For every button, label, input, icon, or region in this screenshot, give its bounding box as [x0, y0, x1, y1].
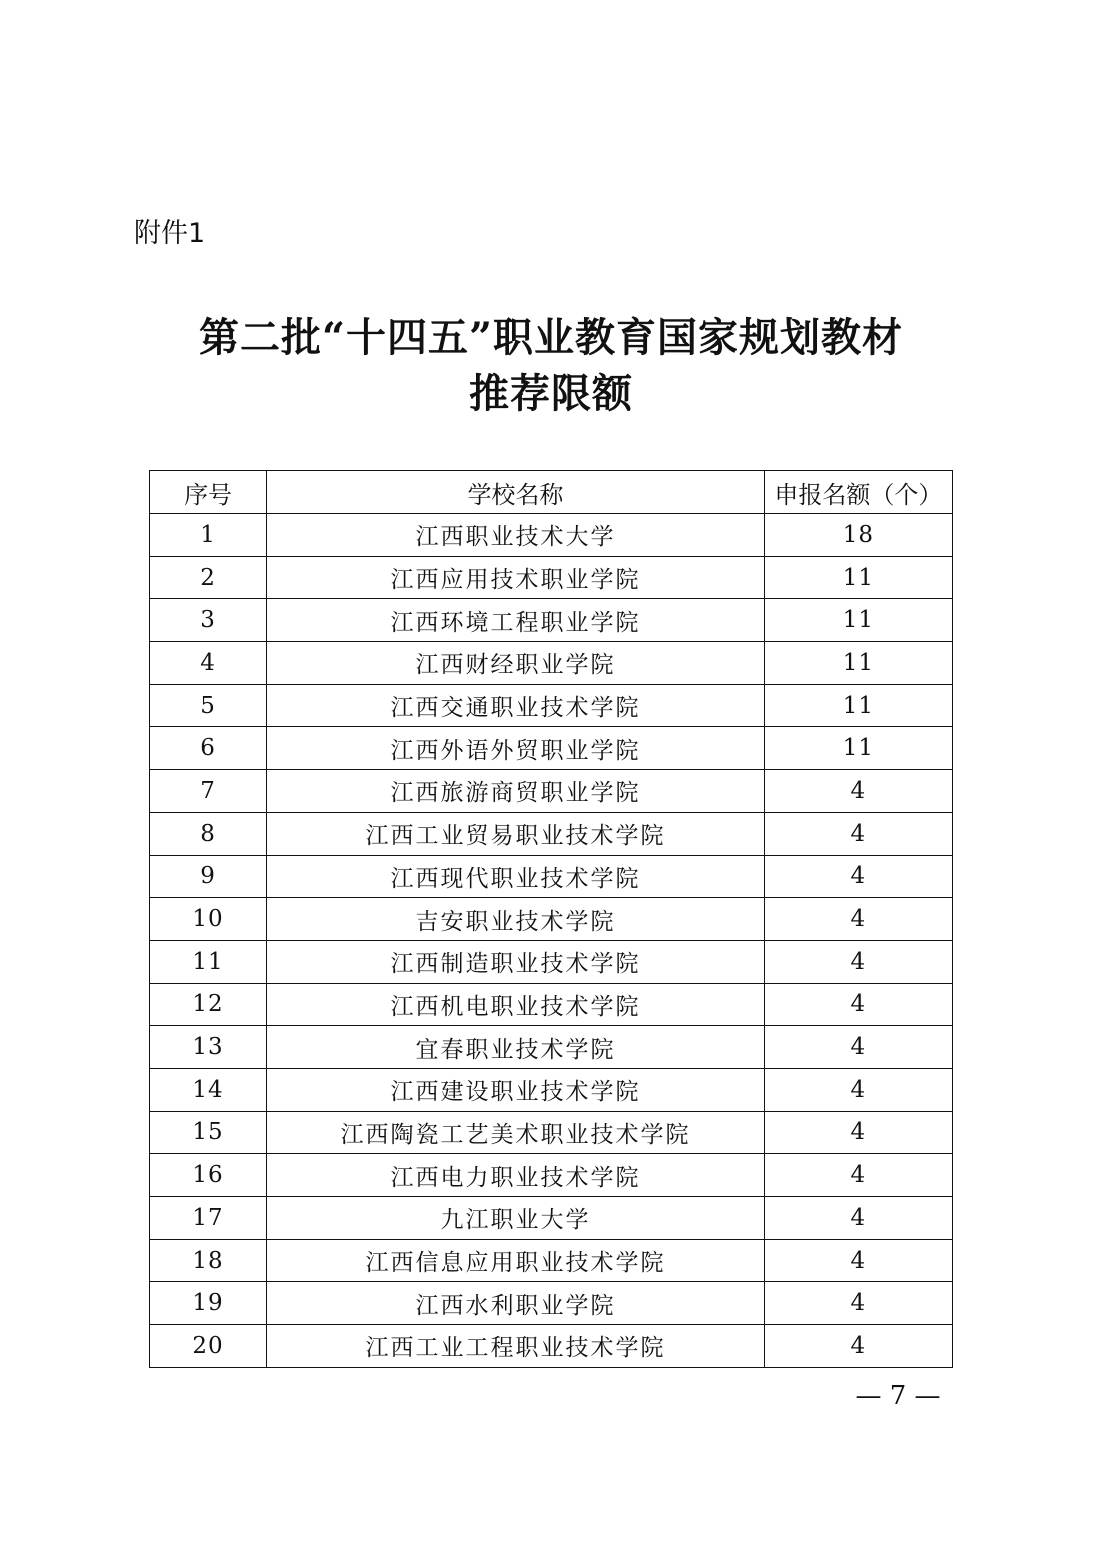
row-quota-cell: 4 [764, 1325, 952, 1368]
table-row [150, 514, 953, 557]
row-school-name-cell: 江西工业贸易职业技术学院 [267, 812, 765, 855]
row-quota-cell: 11 [764, 556, 952, 599]
row-quota-cell: 4 [764, 1068, 952, 1111]
quota-table [149, 470, 953, 1368]
row-school-name-cell: 江西旅游商贸职业学院 [267, 770, 765, 813]
table-row [150, 1111, 953, 1154]
row-quota-cell: 11 [764, 642, 952, 685]
row-school-name-cell: 江西财经职业学院 [267, 642, 765, 685]
row-seq-cell: 17 [150, 1197, 267, 1240]
row-seq-cell: 6 [150, 727, 267, 770]
row-quota-cell: 11 [764, 727, 952, 770]
row-seq-cell: 3 [150, 599, 267, 642]
row-quota-cell: 4 [764, 770, 952, 813]
row-school-name-cell: 江西水利职业学院 [267, 1282, 765, 1325]
row-seq-cell: 10 [150, 898, 267, 941]
row-quota-cell: 4 [764, 1239, 952, 1282]
row-seq-cell: 18 [150, 1239, 267, 1282]
table-row [150, 556, 953, 599]
row-seq-cell: 11 [150, 940, 267, 983]
page-number: — 7 — [855, 1381, 941, 1411]
row-school-name-cell: 江西外语外贸职业学院 [267, 727, 765, 770]
row-seq-cell: 13 [150, 1026, 267, 1069]
table-row [150, 855, 953, 898]
table-row [150, 770, 953, 813]
table-row [150, 1239, 953, 1282]
table-header-row [150, 471, 953, 514]
row-school-name-cell: 九江职业大学 [267, 1197, 765, 1240]
row-school-name-cell: 江西电力职业技术学院 [267, 1154, 765, 1197]
row-quota-cell: 4 [764, 1026, 952, 1069]
row-quota-cell: 4 [764, 812, 952, 855]
row-quota-cell: 11 [764, 599, 952, 642]
row-seq-cell: 16 [150, 1154, 267, 1197]
row-quota-cell: 4 [764, 1111, 952, 1154]
table-row [150, 812, 953, 855]
row-quota-cell: 4 [764, 855, 952, 898]
row-school-name-cell: 江西制造职业技术学院 [267, 940, 765, 983]
row-seq-cell: 7 [150, 770, 267, 813]
row-quota-cell: 4 [764, 1154, 952, 1197]
table-row [150, 727, 953, 770]
row-seq-cell: 15 [150, 1111, 267, 1154]
table-row [150, 1026, 953, 1069]
table-row [150, 898, 953, 941]
row-school-name-cell: 江西工业工程职业技术学院 [267, 1325, 765, 1368]
table-row [150, 642, 953, 685]
row-seq-cell: 19 [150, 1282, 267, 1325]
row-seq-cell: 12 [150, 983, 267, 1026]
row-school-name-cell: 江西职业技术大学 [267, 514, 765, 557]
table-row [150, 1325, 953, 1368]
row-seq-cell: 1 [150, 514, 267, 557]
document-title [0, 310, 1102, 422]
row-school-name-cell: 宜春职业技术学院 [267, 1026, 765, 1069]
row-seq-cell: 20 [150, 1325, 267, 1368]
row-school-name-cell: 江西环境工程职业学院 [267, 599, 765, 642]
row-quota-cell: 4 [764, 983, 952, 1026]
row-quota-cell: 4 [764, 1197, 952, 1240]
row-school-name-cell: 江西交通职业技术学院 [267, 684, 765, 727]
header-seq: 序号 [150, 471, 267, 514]
table-row [150, 1154, 953, 1197]
row-quota-cell: 4 [764, 940, 952, 983]
table-row [150, 1197, 953, 1240]
row-school-name-cell: 江西陶瓷工艺美术职业技术学院 [267, 1111, 765, 1154]
header-school-name: 学校名称 [267, 471, 765, 514]
table-row [150, 1282, 953, 1325]
row-school-name-cell: 江西应用技术职业学院 [267, 556, 765, 599]
row-seq-cell: 9 [150, 855, 267, 898]
row-quota-cell: 11 [764, 684, 952, 727]
row-school-name-cell: 江西机电职业技术学院 [267, 983, 765, 1026]
row-school-name-cell: 江西现代职业技术学院 [267, 855, 765, 898]
row-quota-cell: 18 [764, 514, 952, 557]
row-school-name-cell: 吉安职业技术学院 [267, 898, 765, 941]
document-title-line-2: 推荐限额 [469, 370, 633, 417]
row-seq-cell: 8 [150, 812, 267, 855]
row-school-name-cell: 江西信息应用职业技术学院 [267, 1239, 765, 1282]
table-row [150, 684, 953, 727]
table-row [150, 983, 953, 1026]
attachment-label: 附件1 [134, 218, 206, 249]
table-row [150, 599, 953, 642]
row-school-name-cell: 江西建设职业技术学院 [267, 1068, 765, 1111]
table-row [150, 940, 953, 983]
row-seq-cell: 4 [150, 642, 267, 685]
header-quota: 申报名额（个） [764, 471, 952, 514]
row-seq-cell: 14 [150, 1068, 267, 1111]
table-body [150, 514, 953, 1368]
row-quota-cell: 4 [764, 898, 952, 941]
row-quota-cell: 4 [764, 1282, 952, 1325]
table-row [150, 1068, 953, 1111]
row-seq-cell: 5 [150, 684, 267, 727]
document-title-line-1: 第二批“十四五”职业教育国家规划教材 [198, 314, 903, 361]
row-seq-cell: 2 [150, 556, 267, 599]
